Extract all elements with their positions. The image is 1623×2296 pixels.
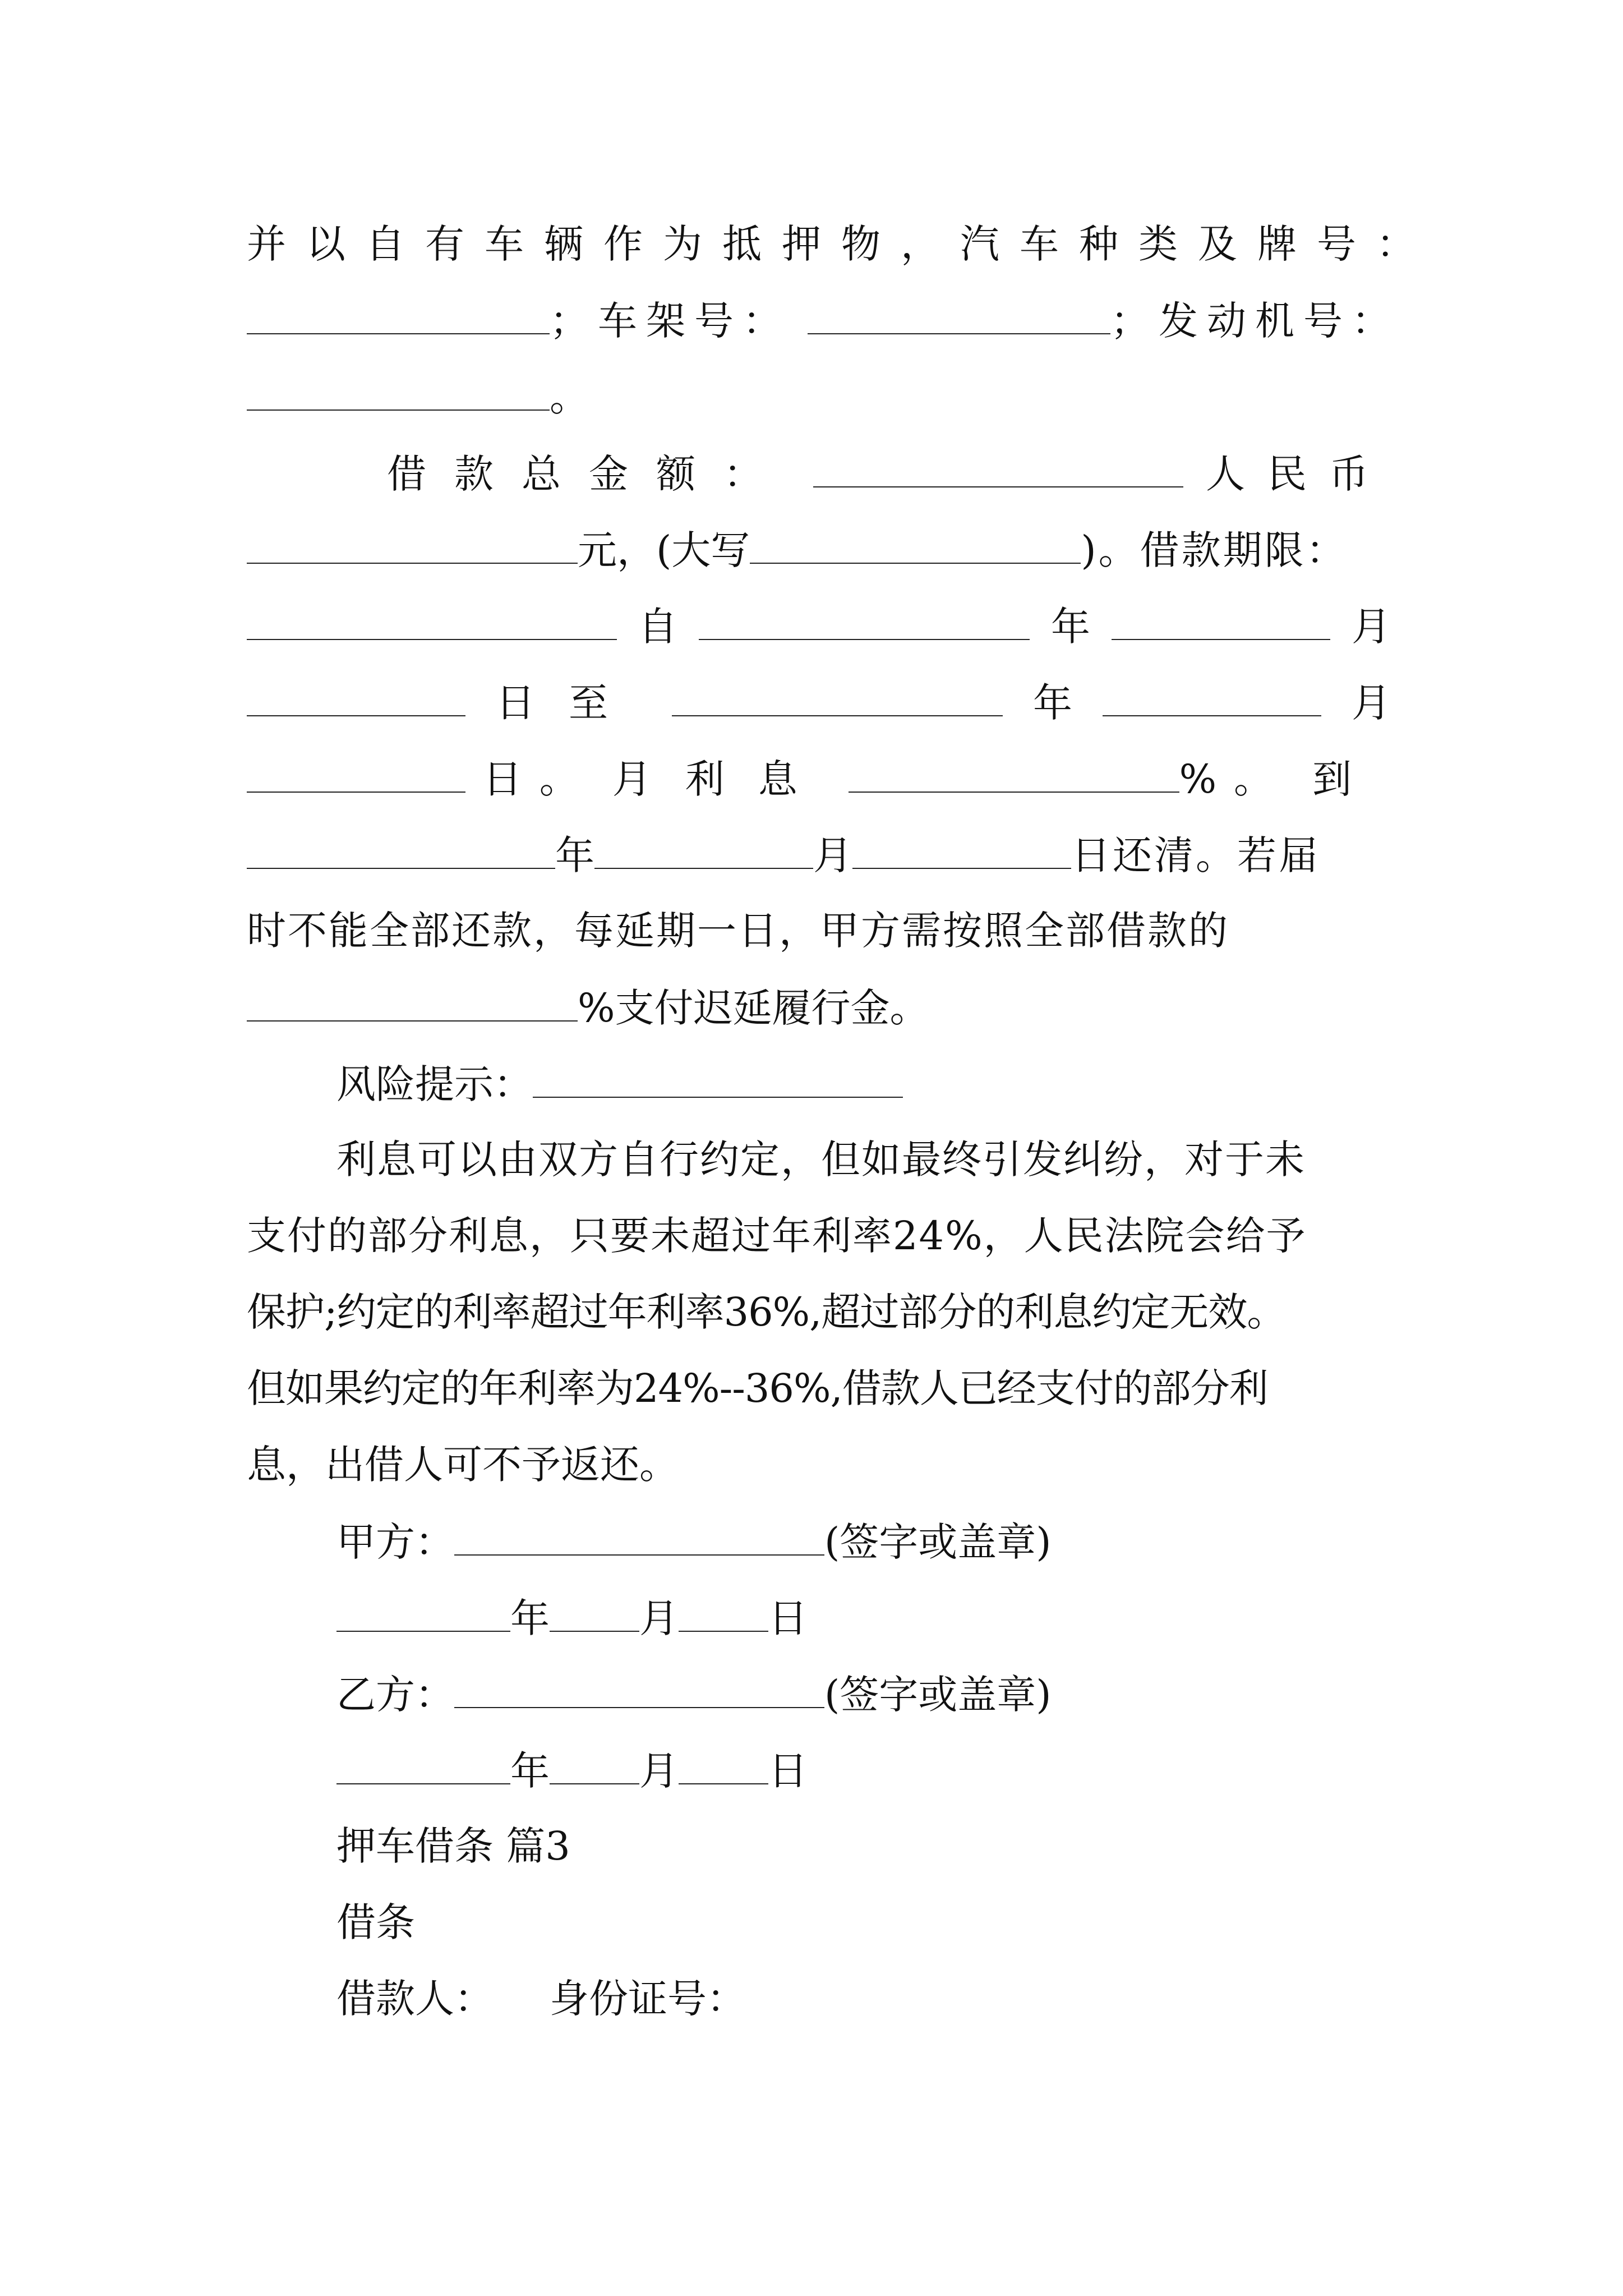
risk-line-3: [247, 1278, 1391, 1346]
iou-title: 借条: [336, 1899, 415, 1945]
amount-number-blank: [247, 516, 578, 564]
id-number-label: 身份证号：: [550, 1976, 746, 2022]
due-label: 。到: [1233, 756, 1391, 802]
party-a-month-blank: [550, 1584, 639, 1632]
collateral-line-2: [247, 286, 1400, 353]
penalty-line: [247, 973, 1391, 1041]
party-a-day-label: 日: [768, 1595, 808, 1641]
start-month-blank: [1112, 592, 1330, 640]
period-line-2: [247, 668, 1391, 735]
party-a-label: 甲方：: [336, 1519, 454, 1565]
risk-text-5: 息，出借人可不予返还。: [247, 1442, 679, 1488]
repay-month-blank: [594, 821, 813, 869]
repay-day-blank: [852, 821, 1071, 869]
party-a-signature-blank: [454, 1507, 824, 1556]
risk-line-1: [336, 1126, 1391, 1193]
amount-line-2: [247, 516, 1391, 583]
collateral-text: 并以自有车辆作为抵押物，汽车种类及牌号：: [247, 221, 1436, 267]
party-b-label: 乙方：: [336, 1672, 454, 1718]
penalty-text: %支付迟延履行金。: [578, 985, 929, 1031]
amount-blank: [813, 439, 1183, 487]
plate-number-blank: [247, 286, 550, 334]
engine-number-label: ；发动机号：: [1110, 298, 1400, 344]
end-month-blank: [1103, 668, 1321, 716]
period-blank: [247, 592, 617, 640]
end-year-label: 年: [1033, 680, 1072, 726]
party-a-month-label: 月: [639, 1595, 679, 1641]
repay-month-label: 月: [813, 832, 852, 878]
end-day-label: 日: [482, 756, 522, 802]
party-a-sign-note: (签字或盖章): [824, 1519, 1052, 1565]
amount-line-1: [387, 439, 1391, 507]
currency-label: 人民币: [1206, 451, 1391, 497]
borrower-label: 借款人：: [336, 1976, 494, 2022]
frame-number-blank: [808, 286, 1110, 334]
amount-label: 借款总金额：: [387, 451, 791, 497]
end-month-label: 月: [1352, 680, 1391, 726]
party-b-signature-blank: [454, 1660, 824, 1708]
amount-uppercase-blank: [750, 516, 1081, 564]
risk-blank: [533, 1050, 903, 1098]
party-b-line: [336, 1660, 1391, 1727]
party-b-month-label: 月: [639, 1748, 679, 1794]
risk-line-2: [247, 1202, 1391, 1269]
collateral-end: 。: [550, 374, 589, 420]
risk-text-2: 支付的部分利息，只要未超过年利率24%，人民法院会给予: [247, 1213, 1307, 1259]
period-line-1: [247, 592, 1391, 659]
start-month-label: 月: [1352, 604, 1391, 650]
start-day-blank: [247, 668, 465, 716]
interest-label: 。月利息: [539, 756, 831, 802]
party-a-year-label: 年: [510, 1595, 550, 1641]
late-line: [247, 897, 1391, 964]
borrower-line: [336, 1965, 1391, 2032]
repay-year-blank: [247, 821, 555, 869]
party-b-sign-note: (签字或盖章): [824, 1672, 1052, 1718]
risk-line-5: [247, 1431, 1391, 1498]
collateral-line-1: [247, 210, 1436, 278]
section-heading: [336, 1812, 1391, 1880]
party-b-month-blank: [550, 1736, 639, 1784]
party-b-year-blank: [336, 1736, 510, 1784]
interest-percent: %: [1179, 756, 1217, 802]
repay-text: 日还清。若届: [1071, 832, 1320, 878]
repay-line: [247, 821, 1391, 888]
risk-text-4: 但如果约定的年利率为24%--36%,借款人已经支付的部分利: [247, 1365, 1268, 1411]
risk-text-1: 利息可以由双方自行约定，但如最终引发纠纷，对于未: [336, 1137, 1306, 1182]
section-3-heading: 押车借条 篇3: [336, 1823, 570, 1869]
start-year-label: 年: [1051, 604, 1090, 650]
risk-label: 风险提示：: [336, 1061, 533, 1107]
period-label: )。借款期限：: [1081, 527, 1348, 573]
engine-number-blank: [247, 362, 550, 411]
collateral-line-3: [247, 362, 1391, 430]
party-a-date-line: [336, 1584, 1391, 1651]
late-text: 时不能全部还款，每延期一日，甲方需按照全部借款的: [247, 908, 1229, 954]
party-a-line: [336, 1507, 1391, 1575]
frame-number-label: ；车架号：: [550, 298, 791, 344]
party-b-day-label: 日: [768, 1748, 808, 1794]
risk-line-4: [247, 1355, 1391, 1422]
party-a-day-blank: [679, 1584, 768, 1632]
section-title-line: [336, 1889, 1391, 1956]
party-b-day-blank: [679, 1736, 768, 1784]
penalty-rate-blank: [247, 973, 578, 1022]
day-to-label: 日至: [496, 680, 642, 726]
yuan-label: 元，(大写: [578, 527, 750, 573]
repay-year-label: 年: [555, 832, 594, 878]
from-label: 自: [638, 604, 677, 650]
risk-text-3: 保护;约定的利率超过年利率36%,超过部分的利息约定无效。: [247, 1289, 1286, 1335]
party-a-year-blank: [336, 1584, 510, 1632]
start-year-blank: [699, 592, 1030, 640]
party-b-date-line: [336, 1736, 1391, 1803]
interest-line: [247, 744, 1391, 812]
end-day-blank: [247, 744, 465, 793]
end-year-blank: [672, 668, 1003, 716]
party-b-year-label: 年: [510, 1748, 550, 1794]
interest-rate-blank: [849, 744, 1179, 793]
risk-heading-line: [336, 1050, 1391, 1117]
